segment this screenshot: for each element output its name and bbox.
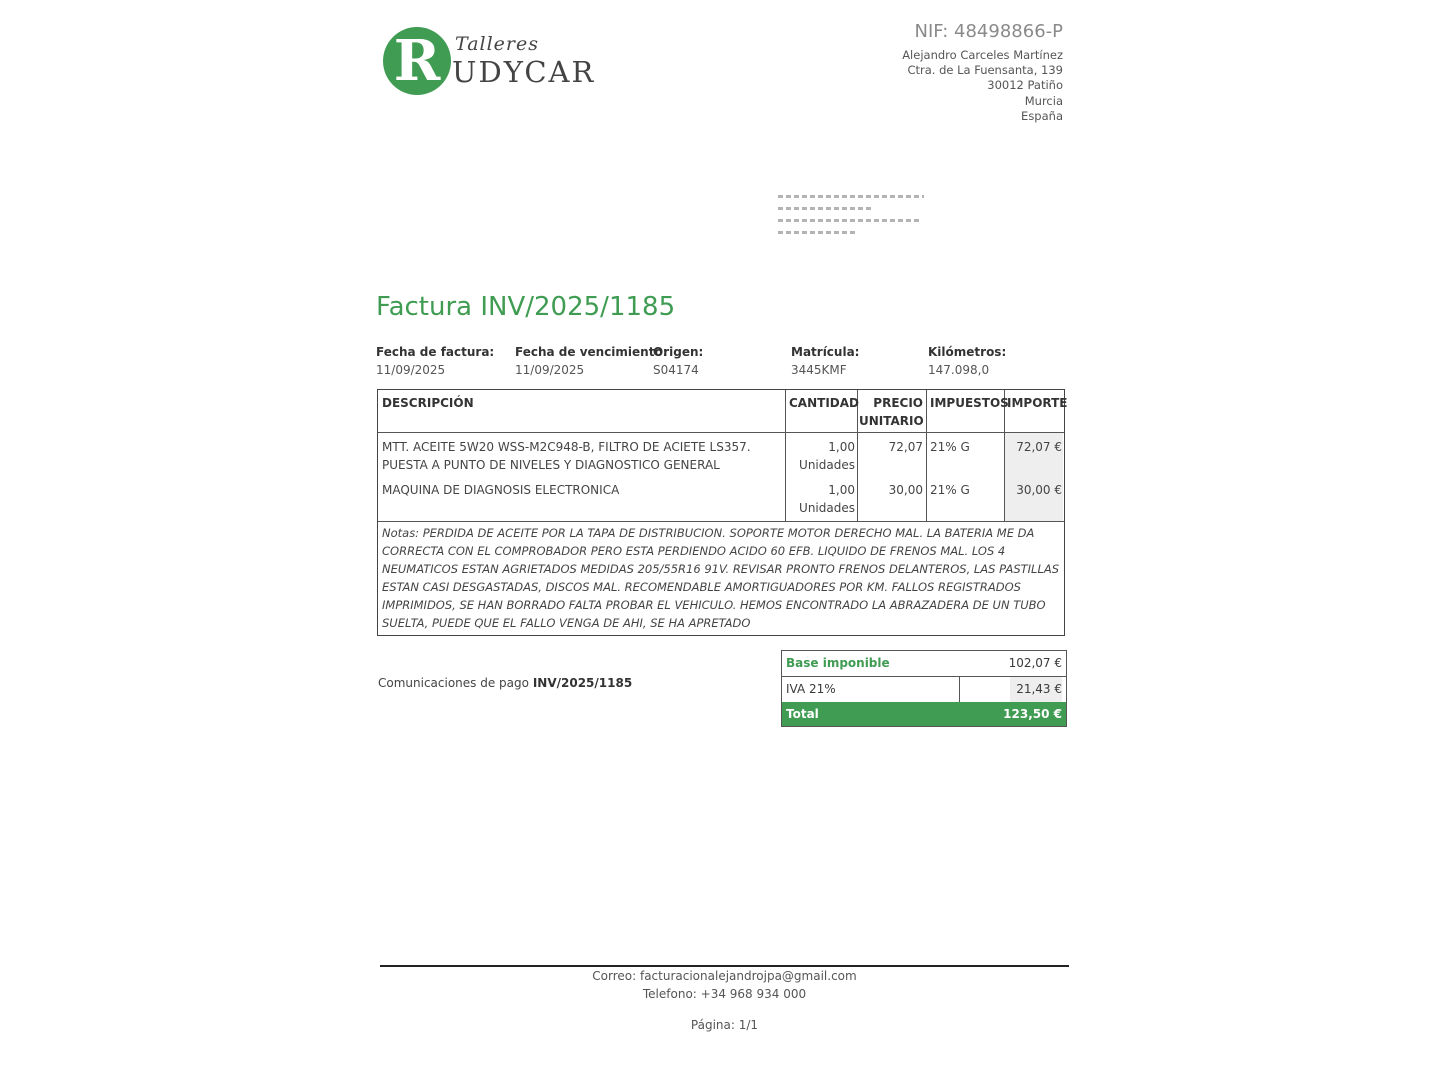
address-line: 30012 Patiño — [987, 78, 1063, 93]
address-line: Ctra. de La Fuensanta, 139 — [907, 63, 1063, 78]
invoice-notes: Notas: PERDIDA DE ACEITE POR LA TAPA DE DISTRIBUCION. SOPORTE MOTOR DERECHO MAL. LA BATERIA ME DA CORRECTA CON EL COMPROBADOR PERO ESTA PERDIENDO ACIDO 60 EFB. LIQUIDO DE FRENOS MAL. LOS 4 NEUMATICOS ESTAN AGRIETADOS MEDIDAS 205/55R16 91V. REVISAR PRONTO FRENOS DELANTEROS, LAS PASTILLAS ESTAN CASI DESGASTADAS, DISCOS MAL. RECOMENDABLE AMORTIGUADORES POR KM. FALLOS REGISTRADOS IMPRIMIDOS, SE HAN BORRADO FALTA PROBAR EL VEHICULO. HEMOS ENCONTRADO LA ABRAZADERA DE UN TUBO SUELTA, PUEDE QUE EL FALLO VENGA DE AHI, SE HA APRETADO — [382, 526, 1060, 630]
base-row — [782, 651, 1066, 676]
payment-reference — [378, 676, 632, 690]
row2-description: MAQUINA DE DIAGNOSIS ELECTRONICA — [382, 483, 620, 497]
header-price-line1: PRECIO — [873, 396, 923, 410]
iva-value: 21,43 € — [1010, 677, 1062, 702]
row2-tax: 21% G — [930, 483, 970, 497]
invoice-date-value: 11/09/2025 — [376, 363, 446, 377]
header-quantity: CANTIDAD — [789, 396, 859, 410]
origin-label: Origen: — [653, 345, 704, 359]
total-value: 123,50 € — [1003, 707, 1062, 721]
due-date-value: 11/09/2025 — [515, 363, 585, 377]
total-label: Total — [786, 707, 819, 721]
issuer-nif: NIF: 48498866-P — [914, 21, 1063, 42]
km-value: 147.098,0 — [928, 363, 990, 377]
logo-letter: R — [393, 28, 441, 94]
header-amount: IMPORTE — [1007, 396, 1068, 410]
base-label: Base imponible — [786, 656, 890, 670]
origin-value: S04174 — [653, 363, 699, 377]
due-date-label: Fecha de vencimiento: — [515, 345, 668, 359]
address-line: Murcia — [1024, 93, 1063, 108]
row1-description-line1: MTT. ACEITE 5W20 WSS-M2C948-B, FILTRO DE ACIETE LS357. — [382, 440, 751, 454]
km-label: Kilómetros: — [928, 345, 1007, 359]
totals-box — [781, 650, 1067, 727]
address-line: España — [1021, 108, 1063, 123]
address-line: Alejandro Carceles Martínez — [902, 48, 1063, 62]
footer-rule — [380, 965, 1069, 967]
row1-price: 72,07 — [888, 440, 923, 454]
row2-quantity: 1,00 — [828, 483, 855, 497]
row1-quantity: 1,00 — [828, 440, 855, 454]
base-value: 102,07 € — [1008, 656, 1062, 670]
notes-divider — [378, 521, 1064, 522]
header-price-line2: UNITARIO — [859, 414, 924, 428]
row2-unit: Unidades — [799, 501, 855, 515]
total-row — [782, 702, 1066, 726]
invoice-title: Factura INV/2025/1185 — [376, 292, 676, 322]
iva-label: IVA 21% — [786, 682, 836, 696]
logo-wordmark: UDYCAR — [452, 55, 596, 89]
iva-divider — [959, 677, 960, 702]
row1-description-line2: PUESTA A PUNTO DE NIVELES Y DIAGNOSTICO GENERAL — [382, 458, 720, 472]
plate-label: Matrícula: — [791, 345, 860, 359]
iva-row — [782, 676, 1066, 702]
header-taxes: IMPUESTOS — [930, 396, 1009, 410]
column-divider — [785, 390, 786, 521]
row2-price: 30,00 — [888, 483, 923, 497]
row1-tax: 21% G — [930, 440, 970, 454]
header-description: DESCRIPCIÓN — [382, 396, 474, 410]
invoice-date-label: Fecha de factura: — [376, 345, 495, 359]
column-divider — [926, 390, 927, 521]
payment-label: Comunicaciones de pago — [378, 676, 529, 690]
logo-script-text: Talleres — [455, 33, 539, 55]
footer-page-number: Página: 1/1 — [690, 1018, 759, 1032]
row1-unit: Unidades — [799, 458, 855, 472]
redacted-client-address — [778, 186, 928, 243]
plate-value: 3445KMF — [791, 363, 847, 377]
invoice-lines-table — [377, 389, 1068, 636]
row1-amount: 72,07 € — [1016, 440, 1062, 454]
payment-ref: INV/2025/1185 — [532, 676, 633, 690]
issuer-address — [902, 48, 1063, 124]
footer-phone: Telefono: +34 968 934 000 — [642, 987, 807, 1001]
footer-email: Correo: facturacionalejandrojpa@gmail.com — [592, 969, 857, 983]
row2-amount: 30,00 € — [1016, 483, 1062, 497]
header-divider — [378, 432, 1064, 433]
